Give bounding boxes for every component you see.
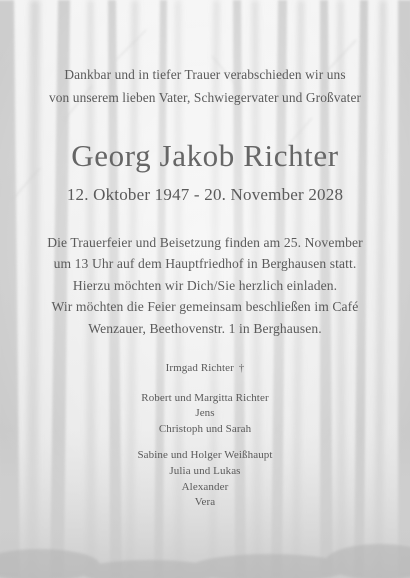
mourner-group <box>0 448 410 510</box>
mourner-name: Sabine und Holger Weißhaupt <box>137 449 273 462</box>
mourner-name: Vera <box>194 496 216 509</box>
mourner-name: Julia und Lukas <box>169 464 241 477</box>
mourner-group <box>0 361 410 377</box>
mourner-name: Jens <box>195 407 215 420</box>
mourner-name-text: Irmgad Richter <box>165 362 234 374</box>
mourner-name: Robert und Margitta Richter <box>141 391 269 404</box>
deceased-name: Georg Jakob Richter <box>71 138 339 173</box>
message-line: Hierzu möchten wir Dich/Sie herzlich einladen. <box>72 277 338 293</box>
message-line: Wenzauer, Beethovenstr. 1 in Berghausen. <box>88 320 322 336</box>
mourner-name: Christoph und Sarah <box>158 422 252 435</box>
latin-cross-icon: † <box>238 362 245 374</box>
message-line: um 13 Uhr auf dem Hauptfriedhof in Berghausen statt. <box>53 256 357 272</box>
mourners-list <box>0 361 410 522</box>
intro-line: Dankbar und in tiefer Trauer verabschieden wir uns <box>64 67 346 82</box>
mourner-name: Alexander <box>181 480 229 493</box>
mourner-group <box>0 391 410 438</box>
life-dates: 12. Oktober 1947 - 20. November 2028 <box>66 185 344 204</box>
message-line: Wir möchten die Feier gemeinsam beschließen im Café <box>51 299 359 315</box>
mourner-name <box>0 361 410 377</box>
funeral-message <box>0 232 410 339</box>
message-line: Die Trauerfeier und Beisetzung finden am 25. November <box>47 235 363 250</box>
intro-text <box>0 63 410 109</box>
intro-line: von unserem lieben Vater, Schwiegervater und Großvater <box>48 90 362 105</box>
